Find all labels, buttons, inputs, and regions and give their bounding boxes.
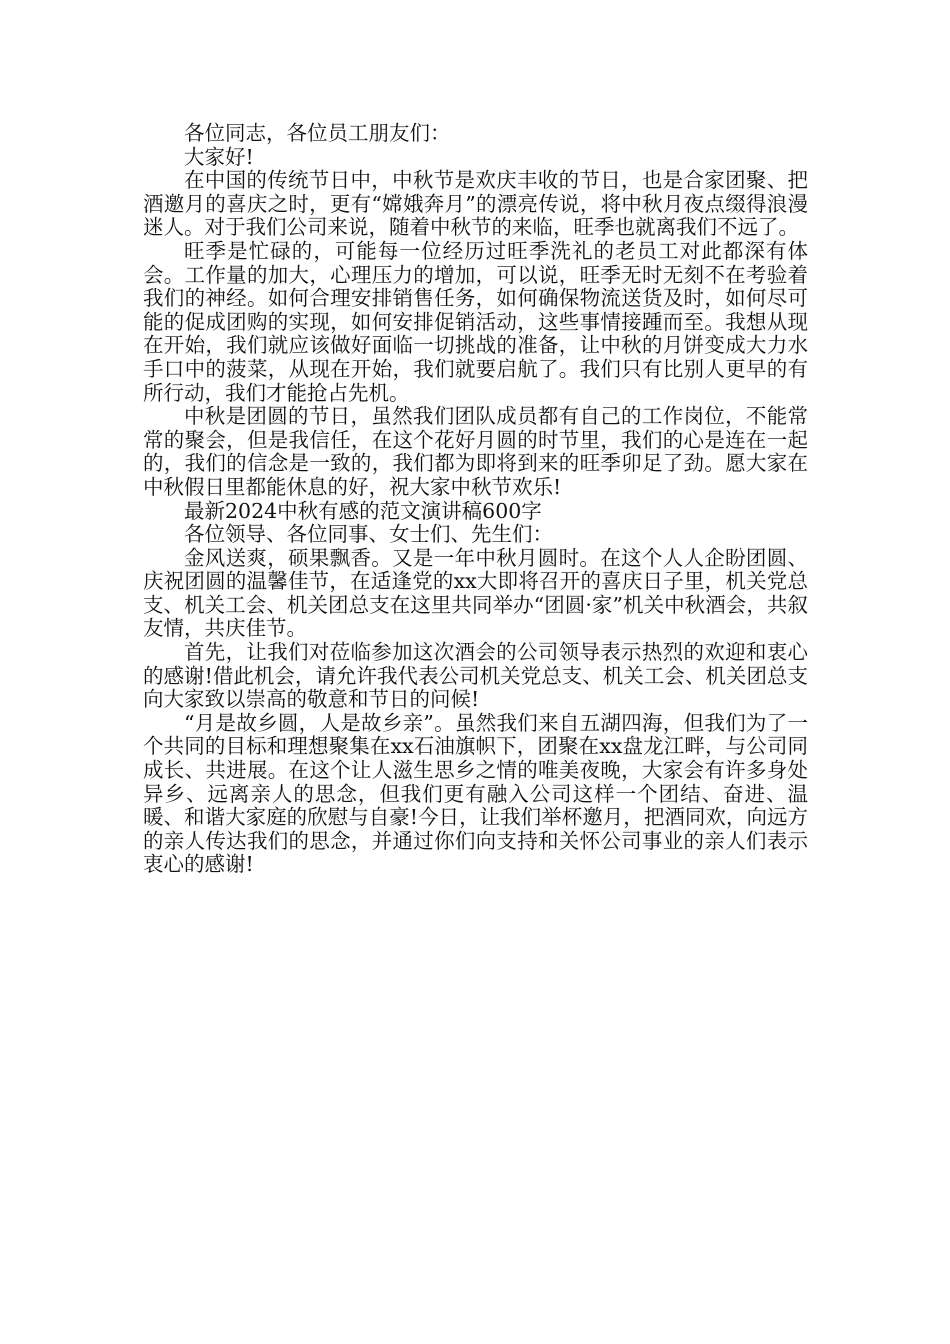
salutation-paragraph: 各位领导、各位同事、女士们、先生们： [184, 522, 553, 547]
body-paragraph: 在中国的传统节日中，中秋节是欢庆丰收的节日，也是合家团聚、把酒邀月的喜庆之时，更有“嫦娥奔月”的漂亮传说，将中秋月夜点缀得浪漫迷人。对于我们公司来说，随着中秋节的来临，旺季也就离我们不远了。 [143, 168, 808, 240]
document-body [143, 122, 808, 877]
body-paragraph: 中秋是团圆的节日，虽然我们团队成员都有自己的工作岗位，不能常常的聚会，但是我信任，在这个花好月圆的时节里，我们的心是连在一起的，我们的信念是一致的，我们都为即将到来的旺季卯足了劲。愿大家在中秋假日里都能休息的好，祝大家中秋节欢乐! [143, 404, 808, 499]
greeting-paragraph: 大家好! [184, 144, 254, 169]
body-paragraph: 首先，让我们对莅临参加这次酒会的公司领导表示热烈的欢迎和衷心的感谢!借此机会，请允许我代表公司机关党总支、机关工会、机关团总支向大家致以崇高的敬意和节日的问候! [143, 640, 808, 712]
body-paragraph: 旺季是忙碌的，可能每一位经历过旺季洗礼的老员工对此都深有体会。工作量的加大，心理压力的增加，可以说，旺季无时无刻不在考验着我们的神经。如何合理安排销售任务，如何确保物流送货及时，如何尽可能的促成团购的实现，如何安排促销活动，这些事情接踵而至。我想从现在开始，我们就应该做好面临一切挑战的准备，让中秋的月饼变成大力水手口中的菠菜，从现在开始，我们就要启航了。我们只有比别人更早的有所行动，我们才能抢占先机。 [143, 238, 808, 405]
section-title: 最新2024中秋有感的范文演讲稿600字 [184, 498, 542, 523]
body-paragraph: 金风送爽，硕果飘香。又是一年中秋月圆时。在这个人人企盼团圆、庆祝团圆的温馨佳节，在适逢党的xx大即将召开的喜庆日子里，机关党总支、机关工会、机关团总支在这里共同举办“团圆·家”机关中秋酒会，共叙友情，共庆佳节。 [143, 545, 808, 641]
salutation-paragraph: 各位同志，各位员工朋友们： [184, 121, 451, 145]
body-paragraph: “月是故乡圆，人是故乡亲”。虽然我们来自五湖四海，但我们为了一个共同的目标和理想聚集在xx石油旗帜下，团聚在xx盘龙江畔，与公司同成长、共进展。在这个让人滋生思乡之情的唯美夜晚，大家会有许多身处异乡、远离亲人的思念，但我们更有融入公司这样一个团结、奋进、温暖、和谐大家庭的欣慰与自豪!今日，让我们举杯邀月，把酒同欢，向远方的亲人传达我们的思念，并通过你们向支持和关怀公司事业的亲人们表示衷心的感谢! [143, 710, 808, 877]
